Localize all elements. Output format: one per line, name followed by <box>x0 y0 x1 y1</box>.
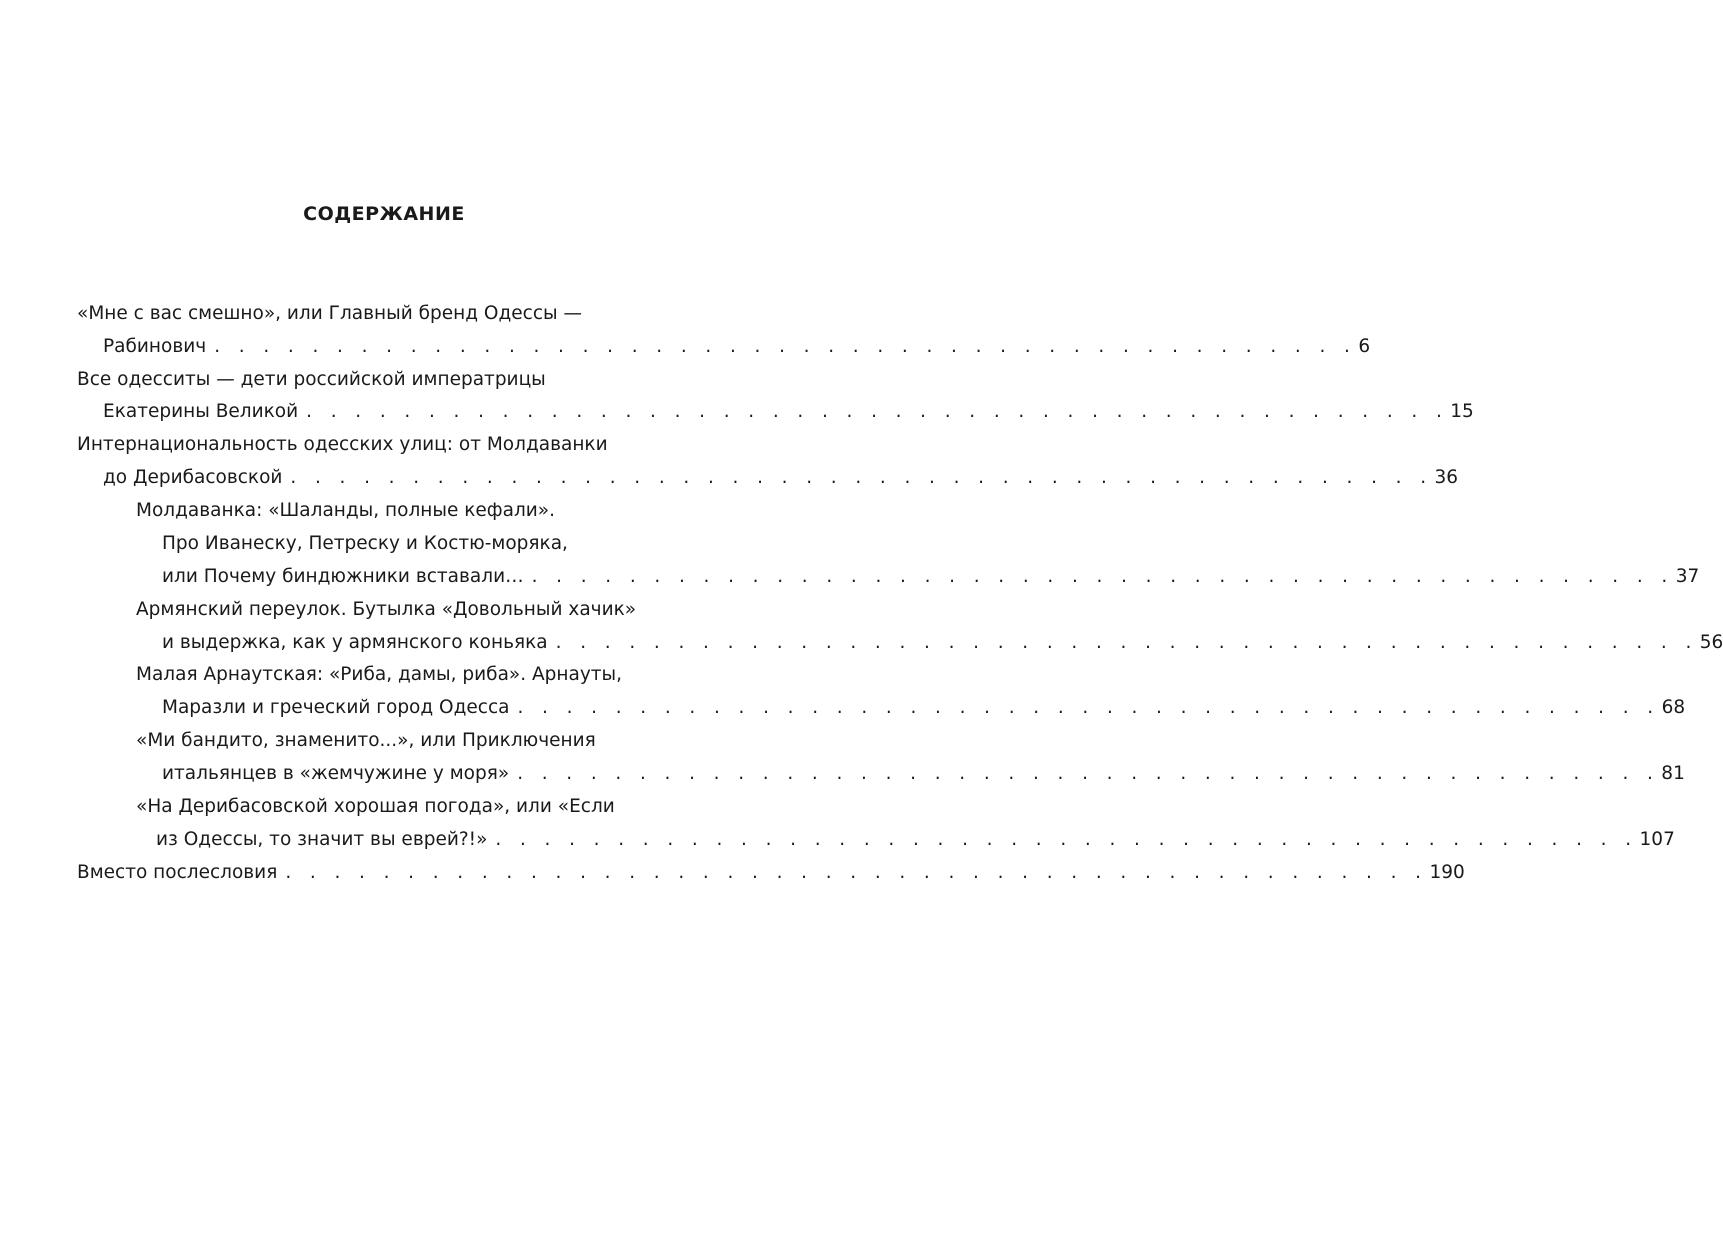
toc-entry-4-line1: Молдаванка: «Шаланды, полные кефали». <box>136 500 556 521</box>
toc-entry-3-line2: до Дерибасовской <box>103 467 283 488</box>
toc-entry-6-line2: Маразли и греческий город Одесса <box>162 697 510 718</box>
toc-entry-1-line1: «Мне с вас смешно», или Главный бренд Одессы — <box>77 303 582 324</box>
toc-entry-6-page: 68 <box>1661 697 1686 718</box>
toc-entry-6-leader <box>162 695 1686 721</box>
toc-entry-8-line2: из Одессы, то значит вы еврей?!» <box>156 829 488 850</box>
toc-entry-7-page: 81 <box>1661 763 1685 784</box>
toc-entry-9-leader <box>77 860 1465 886</box>
toc-entry-2-line2: Екатерины Великой <box>103 401 299 422</box>
toc-entry-3-leader <box>103 465 1459 491</box>
toc-entry-7-line1: «Ми бандито, знаменито...», или Приключения <box>136 730 596 751</box>
toc-entry-9-line1: Вместо послесловия <box>77 862 278 883</box>
toc-entry-1-leader <box>103 334 1371 360</box>
toc-entry-8-dots: . . . . . . . . . . . . . . . . . . . . . . . . . . . . . . . . . . . . . . . . . . . . . . . <box>495 829 1638 850</box>
toc-entry-8-page: 107 <box>1639 829 1675 850</box>
toc-entry-1-line2: Рабинович <box>103 336 207 357</box>
toc-entry-5-leader <box>162 630 1723 656</box>
toc-entry-3-page: 36 <box>1434 467 1459 488</box>
toc-entry-2-page: 15 <box>1450 401 1474 422</box>
toc-entry-7-dots: . . . . . . . . . . . . . . . . . . . . . . . . . . . . . . . . . . . . . . . . . . . . . . . <box>517 763 1660 784</box>
toc-entry-4-page: 37 <box>1675 566 1700 587</box>
toc-entry-3-dots: . . . . . . . . . . . . . . . . . . . . . . . . . . . . . . . . . . . . . . . . . . . . . . . <box>290 467 1433 488</box>
toc-entry-5-line1: Армянский переулок. Бутылка «Довольный хачик» <box>136 599 637 620</box>
toc-entry-1-page: 6 <box>1358 336 1371 357</box>
toc-entry-8-line1: «На Дерибасовской хорошая погода», или «Если <box>136 796 615 817</box>
toc-entry-6-line1: Малая Арнаутская: «Риба, дамы, риба». Арнауты, <box>136 664 623 685</box>
toc-entry-4-line3: или Почему биндюжники вставали… <box>162 566 524 587</box>
toc-entry-2-dots: . . . . . . . . . . . . . . . . . . . . . . . . . . . . . . . . . . . . . . . . . . . . . . . <box>306 401 1449 422</box>
toc-entry-7-leader <box>162 761 1685 787</box>
toc-entry-6-dots: . . . . . . . . . . . . . . . . . . . . . . . . . . . . . . . . . . . . . . . . . . . . . . . <box>517 697 1660 718</box>
toc-entry-3-line1: Интернациональность одесских улиц: от Молдаванки <box>77 434 608 455</box>
toc-entry-5-dots: . . . . . . . . . . . . . . . . . . . . . . . . . . . . . . . . . . . . . . . . . . . . . . . <box>555 632 1698 653</box>
toc-entry-4-dots: . . . . . . . . . . . . . . . . . . . . . . . . . . . . . . . . . . . . . . . . . . . . . . . <box>531 566 1674 587</box>
toc-heading: СОДЕРЖАНИЕ <box>303 203 465 225</box>
toc-entry-8-leader <box>156 827 1675 853</box>
toc-entry-9-dots: . . . . . . . . . . . . . . . . . . . . . . . . . . . . . . . . . . . . . . . . . . . . . . . <box>285 862 1428 883</box>
toc-entry-2-line1: Все одесситы — дети российской императрицы <box>77 369 546 390</box>
toc-entry-7-line2: итальянцев в «жемчужине у моря» <box>162 763 510 784</box>
toc-entry-9-page: 190 <box>1429 862 1465 883</box>
toc-entry-5-page: 56 <box>1699 632 1723 653</box>
toc-entry-1-dots: . . . . . . . . . . . . . . . . . . . . . . . . . . . . . . . . . . . . . . . . . . . . . . . <box>214 336 1357 357</box>
toc-entry-5-line2: и выдержка, как у армянского коньяка <box>162 632 548 653</box>
toc-entry-4-leader <box>162 564 1700 590</box>
toc-entry-4-line2: Про Иванеску, Петреску и Костю-моряка, <box>162 533 568 554</box>
toc-entry-2-leader <box>103 399 1474 425</box>
